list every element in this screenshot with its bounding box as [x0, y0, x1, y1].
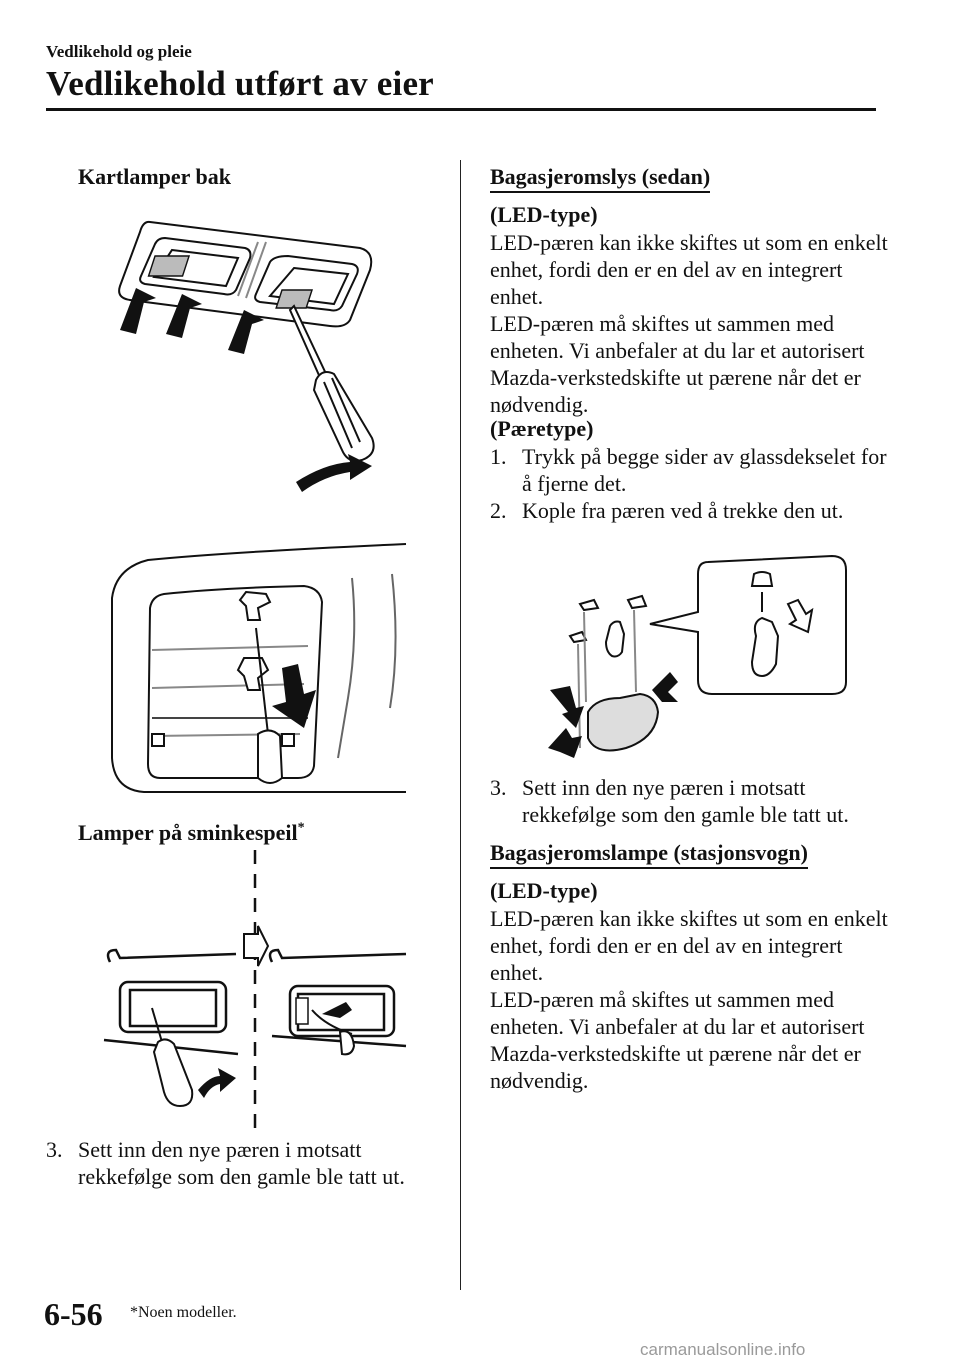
- label-bulb-type: (Pæretype): [490, 416, 594, 441]
- paragraph-led-sedan-1: LED-pæren kan ikke skiftes ut som en enkelt enhet, fordi den er en del av en integrert enhet.: [490, 230, 888, 309]
- section-label: Vedlikehold og pleie: [46, 42, 192, 61]
- step-text: Sett inn den nye pæren i motsatt rekkefølge som den gamle ble tatt ut.: [522, 775, 849, 827]
- step-number: 1.: [490, 444, 507, 469]
- step-number: 3.: [490, 775, 507, 800]
- step-text: Kople fra pæren ved å trekke den ut.: [522, 498, 844, 523]
- paragraph-led-wagon-1: LED-pæren kan ikke skiftes ut som en enkelt enhet, fordi den er en del av en integrert enhet.: [490, 906, 888, 985]
- right-step-3: [490, 774, 890, 828]
- map-lamp-bulb-illustration: [108, 538, 408, 796]
- footnote-asterisk: *: [297, 820, 305, 836]
- trunk-light-bulb-illustration: [540, 552, 852, 762]
- watermark: carmanualsonline.info: [640, 1340, 806, 1359]
- header-divider: [46, 108, 876, 111]
- label-led-type-wagon: (LED-type): [490, 878, 598, 903]
- step-text: Trykk på begge sider av glassdekselet for å fjerne det.: [522, 444, 887, 496]
- right-step-2: [490, 497, 890, 524]
- caption-rear-map-lamps: Kartlamper bak: [78, 164, 231, 189]
- step-number: 3.: [46, 1137, 63, 1162]
- step-number: 2.: [490, 498, 507, 523]
- paragraph-led-sedan-2: LED-pæren må skiftes ut sammen med enheten. Vi anbefaler at du lar et autorisert Mazda-verkstedskifte ut pærene når det er nødvendig.: [490, 311, 865, 417]
- heading-trunk-lamp-wagon: Bagasjeromslampe (stasjonsvogn): [490, 840, 808, 866]
- paragraph-led-wagon-2: LED-pæren må skiftes ut sammen med enheten. Vi anbefaler at du lar et autorisert Mazda-verkstedskifte ut pærene når det er nødvendig.: [490, 987, 865, 1093]
- step-text: Sett inn den nye pæren i motsatt rekkefølge som den gamle ble tatt ut.: [78, 1137, 405, 1189]
- left-step-3: [46, 1136, 426, 1190]
- footnote: *Noen modeller.: [130, 1304, 237, 1321]
- rear-map-lamp-illustration: [110, 210, 410, 500]
- right-step-1: [490, 443, 890, 497]
- heading-trunk-light-sedan: Bagasjeromslys (sedan): [490, 164, 710, 190]
- column-divider: [460, 160, 461, 1290]
- caption-vanity-mirror-lamps: Lamper på sminkespeil*: [78, 820, 305, 845]
- page-title: Vedlikehold utført av eier: [46, 64, 434, 103]
- page-number: 6-56: [44, 1296, 103, 1332]
- vanity-mirror-lamp-illustration: [100, 850, 412, 1130]
- label-led-type-sedan: (LED-type): [490, 202, 598, 227]
